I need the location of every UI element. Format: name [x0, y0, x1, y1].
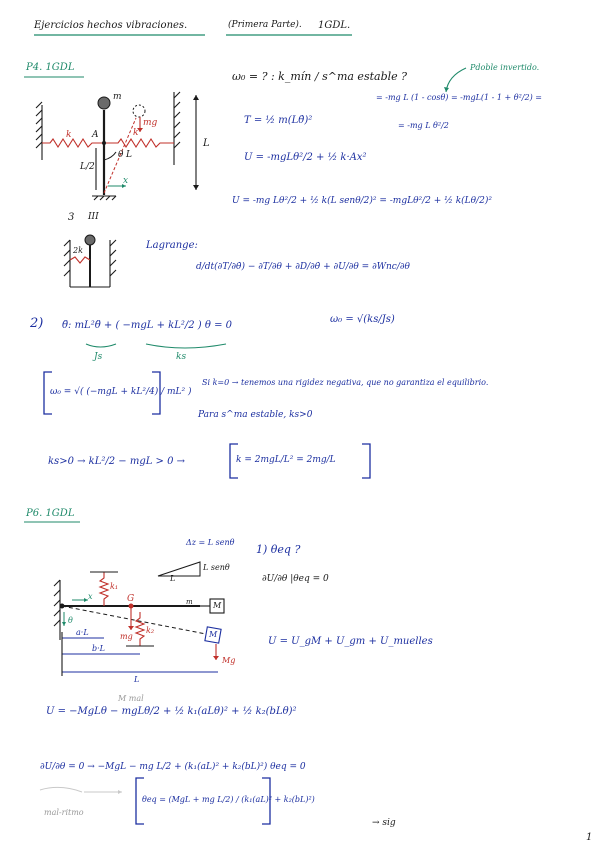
p4-eom: θ̈: mL²θ̈ + ( −mgL + kL²/2 ) θ = 0 [62, 320, 232, 331]
page-number: 1 [586, 832, 593, 843]
p4-comment1: Si k=0 → tenemos una rigidez negativa, que no garantiza el equilibrio. [202, 378, 489, 387]
p6-diag-theta: θ [68, 616, 73, 625]
p6-theta-eq: θeq = (MgL + mg L/2) / (k₁(aL)² + k₂(bL)²) [142, 795, 315, 804]
p4-w0-eq: ω₀ = √(ks/Js) [330, 314, 395, 325]
p6-dz-note: Δz = L senθ [186, 538, 235, 547]
p6-diag-m: m [186, 598, 193, 606]
p4-eq-t: T = ½ m(Lθ̇)² [244, 115, 313, 126]
p4-comment2: Para s^ma estable, ks>0 [198, 410, 313, 420]
p6-diag-k2: k₂ [146, 626, 155, 635]
p6-diag-k1: k₁ [110, 582, 119, 591]
p6-sig: → sig [372, 818, 396, 828]
p4-w0-result: ω₀ = √( (−mgL + kL²/4) / mL² ) [50, 387, 192, 397]
p6-tri-side: L senθ [203, 563, 230, 572]
p6-du-eq: ∂U/∂θ = 0 → −MgL − mg L/2 + (k₁(aL)² + k₂(bL)²) θeq = 0 [40, 762, 306, 772]
p4-diag-x: x [123, 176, 129, 186]
p4-note-eq2: = -mg L θ²/2 [398, 121, 449, 130]
p4-note: Pdoble invertido. [470, 63, 540, 72]
p6-q-label: 1) θeq ? [256, 543, 301, 556]
p4-diag-theta: θ [118, 150, 124, 160]
p4-diag-l-half: L/2 [80, 162, 95, 172]
p4-diag-label-iii: III [88, 212, 99, 222]
header-dof: 1GDL. [318, 20, 351, 31]
p4-note-eq1: = -mg L (1 - cosθ) = -mgL(1 - 1 + θ²/2) = [376, 93, 542, 102]
p6-tri-l: L [170, 574, 176, 583]
p4-diag-k-right: k [133, 128, 139, 138]
p4-lagrange-eq: d/dt(∂T/∂θ̇) − ∂T/∂θ + ∂D/∂θ̇ + ∂U/∂θ = ∂Wnc/∂θ [196, 262, 410, 272]
p4-cond-right: k = 2mgL/L² = 2mg/L [236, 455, 336, 465]
p6-label: P6. 1GDL [26, 508, 75, 519]
p4-diag-label-3: 3 [68, 212, 75, 223]
p6-diag-m-bottom: M [209, 630, 218, 639]
p4-diag-mg: mg [143, 118, 158, 128]
header-part: (Primera Parte). [228, 20, 302, 30]
p4-cond-left: ks>0 → kL²/2 − mgL > 0 → [48, 456, 186, 467]
p6-mark-gray: mal-ritmo [44, 808, 84, 817]
p6-diag-l: L [134, 675, 140, 684]
p6-diag-al: a·L [76, 628, 89, 637]
p6-u-above: M mal [118, 694, 144, 703]
p4-diag-l: L [126, 150, 132, 160]
p4-item-2: 2) [30, 316, 44, 331]
p4-lagrange-label: Lagrange: [146, 240, 198, 251]
p6-u-full: U = −MgLθ − mgLθ/2 + ½ k₁(aLθ)² + ½ k₂(bLθ)² [46, 706, 297, 717]
p4-eq-u1: U = -mgLθ²/2 + ½ k·Ax² [244, 152, 367, 163]
p4-eq-u2: U = -mg Lθ²/2 + ½ k(L senθ/2)² = -mgLθ²/2 + ½ k(Lθ/2)² [232, 196, 492, 206]
p4-ks: ks [176, 352, 187, 362]
p6-u-sum: U = U_gM + U_gm + U_muelles [268, 636, 433, 647]
p4-label: P4. 1GDL [26, 62, 75, 73]
p4-diag-k2: 2k [73, 246, 83, 255]
p6-q-eq: ∂U/∂θ |θeq = 0 [262, 574, 329, 584]
p4-question: ω₀ = ? : k_mín / s^ma estable ? [232, 70, 408, 83]
p4-diag-k-left: k [66, 130, 72, 140]
p4-diag-a: A [92, 130, 99, 140]
p6-diag-mg-small: mg [120, 632, 133, 641]
p6-diag-bl: b·L [92, 644, 105, 653]
p4-js: Js [94, 352, 103, 362]
p6-diag-m-top: M [213, 601, 222, 610]
p6-diag-x: x [88, 592, 93, 601]
p4-diag-l-side: L [203, 138, 210, 149]
p6-diag-g: G [127, 594, 135, 604]
p6-diag-mg-big: Mg [222, 656, 236, 665]
header-title: Ejercicios hechos vibraciones. [34, 20, 188, 31]
p4-diag-m: m [113, 92, 122, 102]
